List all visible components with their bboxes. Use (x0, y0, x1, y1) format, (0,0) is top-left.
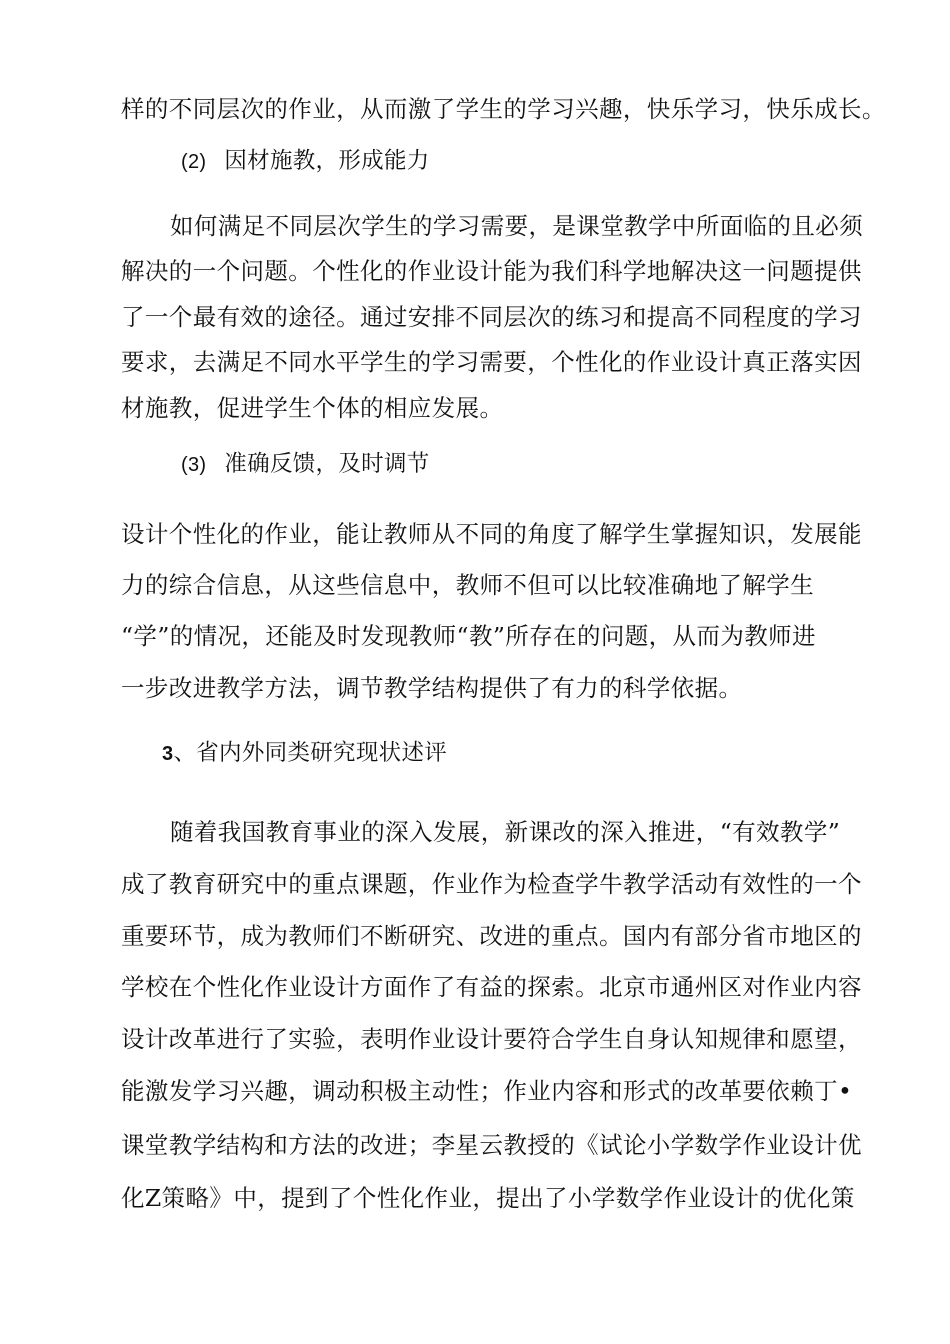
text-line-10: 力的综合信息，从这些信息中，教师不但可以比较准确地了解学生 (121, 571, 815, 599)
text-line-11: “学”的情况，还能及时发现教师“教”所存在的问题，从而为教师进 (121, 622, 816, 650)
subheading-2-number: (2) (181, 151, 207, 173)
text-line-6: 要求，去满足不同水平学生的学习需要，个性化的作业设计真正落实因 (121, 348, 862, 376)
subheading-2 (181, 146, 430, 177)
text-line-19: 能激发学习兴趣，调动积极主动性；作业内容和形式的改革要依赖丁• (121, 1077, 853, 1105)
subheading-3-number: (3) (181, 454, 207, 476)
text-line-14: 随着我国教育事业的深入发展，新课改的深入推进，“有效教学” (170, 818, 841, 846)
section-heading-3-number: 3 (162, 743, 174, 765)
text-line-18: 设计改革进行了实验，表明作业设计要符合学生自身认知规律和愿望， (121, 1025, 862, 1053)
subheading-3-text: 准确反馈，及时调节 (224, 451, 430, 477)
subheading-3 (181, 449, 430, 480)
text-line-4: 解决的一个问题。个性化的作业设计能为我们科学地解决这一问题提供 (121, 257, 862, 285)
section-heading-3-text: 、省内外同类研究现状述评 (173, 740, 448, 766)
text-line-3: 如何满足不同层次学生的学习需要，是课堂教学中所面临的且必须 (170, 212, 864, 240)
text-line-5: 了一个最有效的途径。通过安排不同层次的练习和提高不同程度的学习 (121, 303, 862, 331)
text-line-15: 成了教育研究中的重点课题，作业作为检查学牛教学活动有效性的一个 (121, 870, 862, 898)
text-line-12: 一步改进教学方法，调节教学结构提供了有力的科学依据。 (121, 674, 743, 702)
text-line-20: 课堂教学结构和方法的改进；李星云教授的《试论小学数学作业设计优 (121, 1131, 862, 1159)
text-line-16: 重要环节，成为教师们不断研究、改进的重点。国内有部分省市地区的 (121, 922, 862, 950)
text-line-17: 学校在个性化作业设计方面作了有益的探索。北京市通州区对作业内容 (121, 973, 862, 1001)
subheading-2-text: 因材施教，形成能力 (224, 148, 430, 174)
text-line-9: 设计个性化的作业，能让教师从不同的角度了解学生掌握知识，发展能 (121, 520, 862, 548)
text-line-7: 材施教，促进学生个体的相应发展。 (121, 394, 504, 422)
text-line-1: 样的不同层次的作业，从而激了学生的学习兴趣，快乐学习，快乐成长。 (121, 95, 886, 123)
text-line-21: 化Z策略》中，提到了个性化作业，提出了小学数学作业设计的优化策 (121, 1184, 855, 1212)
section-heading-3 (162, 738, 447, 769)
